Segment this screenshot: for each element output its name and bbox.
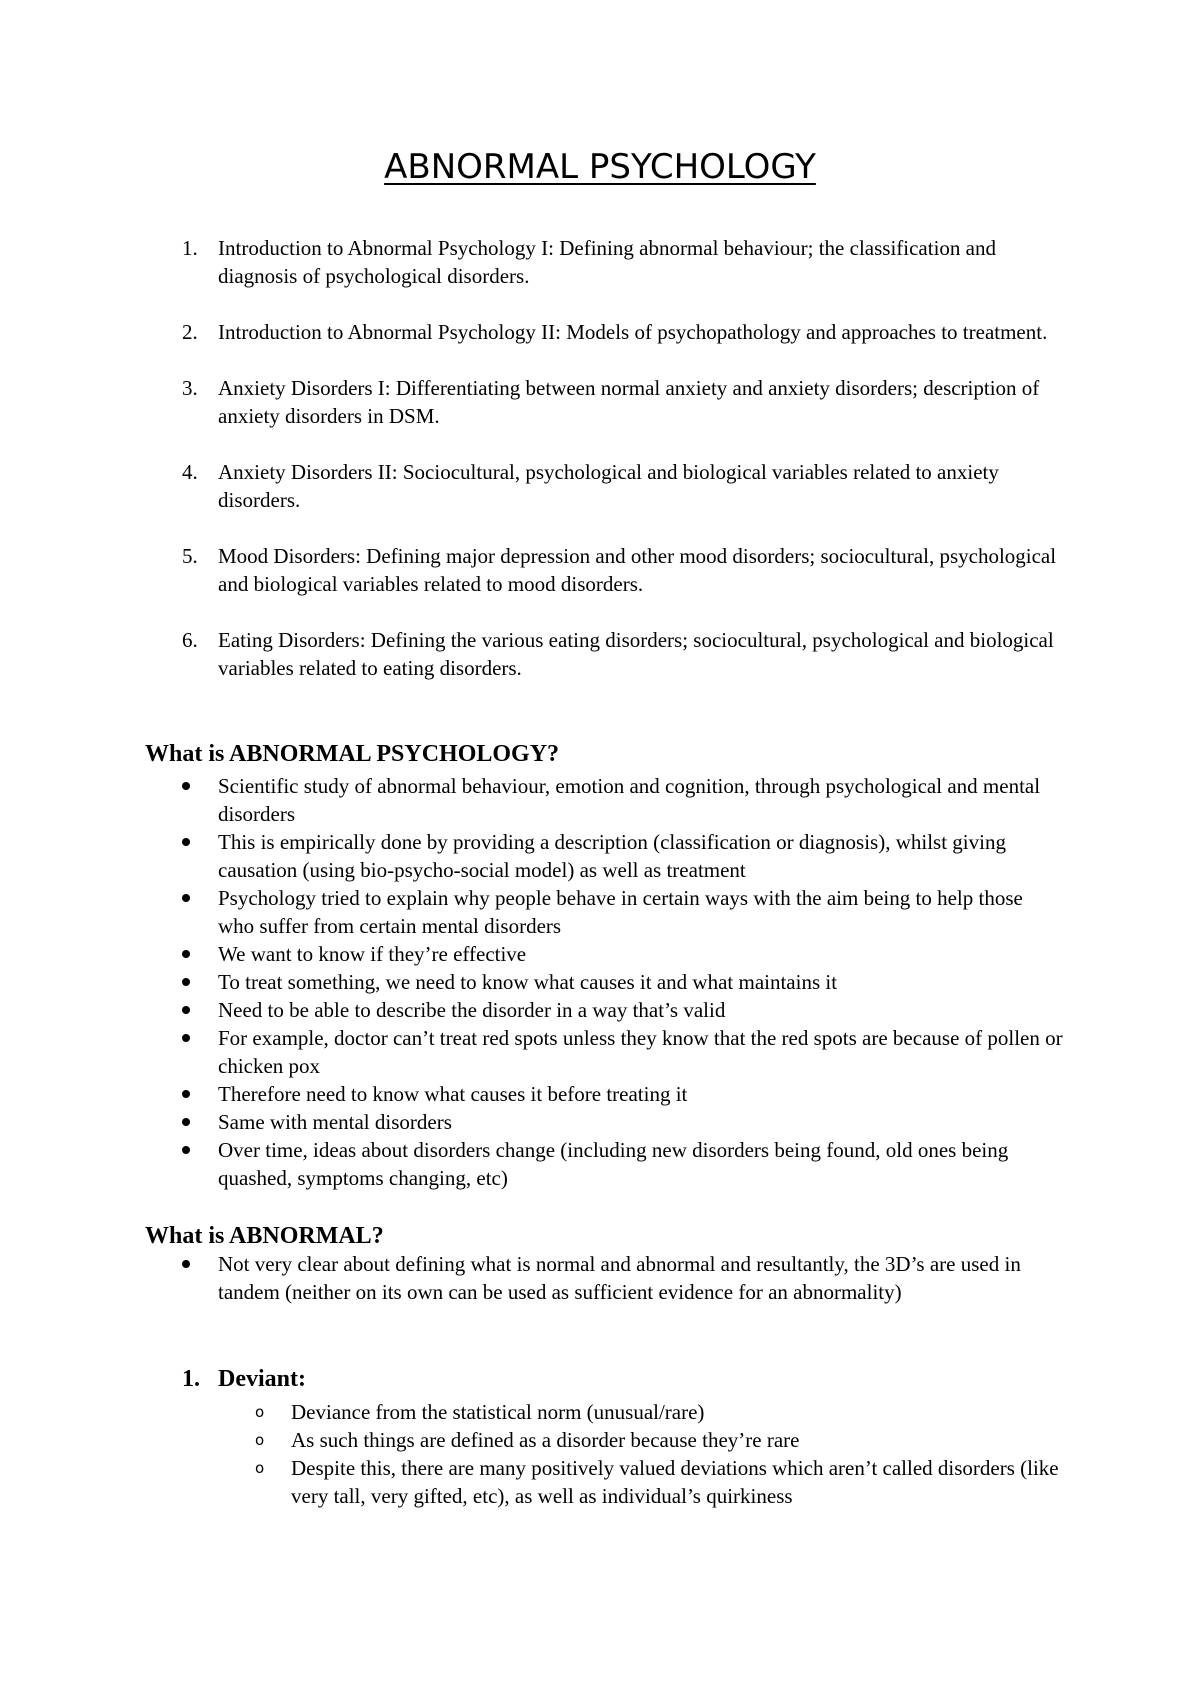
topic-text: Eating Disorders: Defining the various eating disorders; sociocultural, psychological and biological variables related to eating disorders.: [218, 628, 1054, 680]
bullet-text: For example, doctor can’t treat red spots unless they know that the red spots are because of pollen or chicken pox: [218, 1026, 1063, 1078]
bullet-dot-icon: [182, 1260, 190, 1268]
page-title-text: ABNORMAL PSYCHOLOGY: [384, 147, 816, 187]
bullet-dot-icon: [182, 782, 190, 790]
bullet-text: To treat something, we need to know what causes it and what maintains it: [218, 970, 838, 994]
topic-item: [0, 234, 1058, 290]
section-heading-abnormal-psychology: What is ABNORMAL PSYCHOLOGY?: [145, 741, 560, 767]
bullet-item: [0, 1080, 1063, 1108]
topic-number: 3.: [182, 376, 198, 400]
bullet-dot-icon: [182, 838, 190, 846]
subheading-label: Deviant:: [218, 1366, 306, 1392]
sub-bullet-item: [0, 1426, 1061, 1454]
circle-bullet-icon: o: [255, 1403, 265, 1421]
sub-bullet-text: Deviance from the statistical norm (unusual/rare): [291, 1400, 705, 1424]
bullet-item: [0, 884, 1063, 940]
bullet-text: Not very clear about defining what is normal and abnormal and resultantly, the 3D’s are used in tandem (neither on its own can be used as sufficient evidence for an abnormality): [218, 1252, 1021, 1304]
topic-item: [0, 318, 1058, 346]
bullet-item: [0, 828, 1063, 884]
bullet-text: This is empirically done by providing a description (classification or diagnosis), whilst giving causation (using bio-psycho-social model) as well as treatment: [218, 830, 1006, 882]
topic-item: [0, 458, 1058, 514]
bullet-text: Therefore need to know what causes it before treating it: [218, 1082, 688, 1106]
circle-bullet-icon: o: [255, 1459, 265, 1477]
bullet-text: Over time, ideas about disorders change (including new disorders being found, old ones being quashed, symptoms changing, etc): [218, 1138, 1009, 1190]
sub-bullet-item: [0, 1398, 1061, 1426]
topic-text: Anxiety Disorders I: Differentiating between normal anxiety and anxiety disorders; description of anxiety disorders in DSM.: [218, 376, 1040, 428]
bullet-dot-icon: [182, 1118, 190, 1126]
bullet-item: [0, 772, 1063, 828]
circle-bullet-icon: o: [255, 1431, 265, 1449]
bullet-list-abnormal: [0, 1250, 1200, 1306]
section-heading-abnormal: What is ABNORMAL?: [145, 1223, 384, 1249]
bullet-text: We want to know if they’re effective: [218, 942, 527, 966]
topic-text: Introduction to Abnormal Psychology II: Models of psychopathology and approaches to treatment.: [218, 320, 1048, 344]
bullet-dot-icon: [182, 1034, 190, 1042]
bullet-list-abnormal-psychology: [0, 772, 1200, 1192]
bullet-dot-icon: [182, 950, 190, 958]
bullet-dot-icon: [182, 894, 190, 902]
bullet-item: [0, 1136, 1063, 1192]
deviant-detail-list: [0, 1398, 1200, 1510]
page-title: [0, 146, 1200, 188]
topic-text: Introduction to Abnormal Psychology I: Defining abnormal behaviour; the classification and diagnosis of psychological disorders.: [218, 236, 996, 288]
topic-number: 6.: [182, 628, 198, 652]
topic-item: [0, 626, 1058, 682]
bullet-text: Same with mental disorders: [218, 1110, 452, 1134]
topic-text: Anxiety Disorders II: Sociocultural, psychological and biological variables related to anxiety disorders.: [218, 460, 999, 512]
bullet-item: [0, 996, 1063, 1024]
topic-number: 1.: [182, 236, 198, 260]
sub-bullet-text: Despite this, there are many positively valued deviations which aren’t called disorders (like very tall, very gifted, etc), as well as individual’s quirkiness: [291, 1456, 1059, 1508]
bullet-item: [0, 1108, 1063, 1136]
bullet-item: [0, 1024, 1063, 1080]
bullet-dot-icon: [182, 978, 190, 986]
topic-number: 4.: [182, 460, 198, 484]
bullet-dot-icon: [182, 1146, 190, 1154]
sub-bullet-text: As such things are defined as a disorder because they’re rare: [291, 1428, 800, 1452]
subheading-number: 1.: [182, 1366, 200, 1392]
topic-list: [0, 234, 1200, 710]
bullet-item: [0, 968, 1063, 996]
bullet-text: Psychology tried to explain why people behave in certain ways with the aim being to help those who suffer from certain mental disorders: [218, 886, 1023, 938]
topic-number: 2.: [182, 320, 198, 344]
bullet-dot-icon: [182, 1006, 190, 1014]
bullet-item: [0, 940, 1063, 968]
bullet-dot-icon: [182, 1090, 190, 1098]
sub-bullet-item: [0, 1454, 1061, 1510]
topic-number: 5.: [182, 544, 198, 568]
bullet-item: [0, 1250, 1063, 1306]
topic-item: [0, 542, 1058, 598]
topic-item: [0, 374, 1058, 430]
bullet-text: Scientific study of abnormal behaviour, emotion and cognition, through psychological and mental disorders: [218, 774, 1041, 826]
topic-text: Mood Disorders: Defining major depression and other mood disorders; sociocultural, psychological and biological variables related to mood disorders.: [218, 544, 1057, 596]
bullet-text: Need to be able to describe the disorder in a way that’s valid: [218, 998, 726, 1022]
